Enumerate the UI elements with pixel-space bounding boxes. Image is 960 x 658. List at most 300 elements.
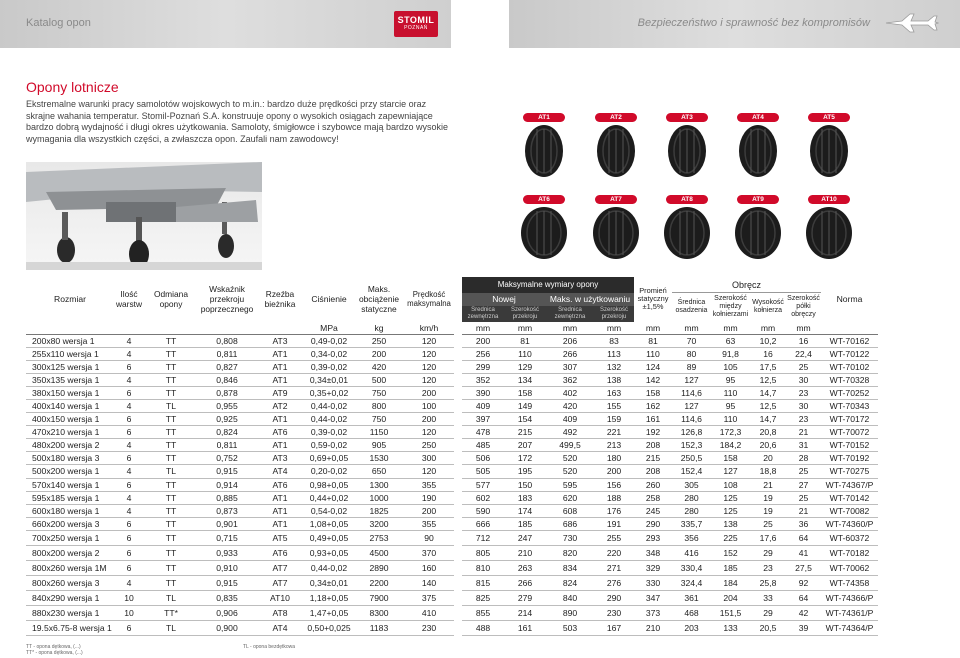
table-row	[26, 413, 878, 426]
table-cell: 834	[546, 560, 594, 575]
table-cell: 824	[546, 575, 594, 590]
size-cell: 480x200 wersja 2	[26, 439, 114, 452]
table-cell: 840	[546, 590, 594, 605]
table-cell: 185	[504, 517, 546, 530]
table-cell: 100	[404, 399, 454, 412]
table-cell: 347	[634, 590, 672, 605]
table-cell: 506	[462, 452, 504, 465]
table-cell: 0,39-0,02	[304, 426, 354, 439]
table-cell: 686	[546, 517, 594, 530]
new-outer-dia-header: Średnica zewnętrzna	[462, 306, 504, 322]
logo-text: STOMIL	[397, 15, 435, 25]
table-row	[26, 545, 878, 560]
table-cell: TT	[144, 426, 198, 439]
table-cell: 348	[634, 545, 672, 560]
table-cell: 230	[594, 605, 634, 620]
table-cell: 134	[504, 373, 546, 386]
table-cell: 19	[750, 504, 786, 517]
aircraft-tyre-spec-table	[26, 277, 878, 636]
table-cell: TT	[144, 452, 198, 465]
table-cell: 0,933	[198, 545, 256, 560]
table-cell: 352	[462, 373, 504, 386]
table-cell: TT	[144, 545, 198, 560]
table-cell: 256	[462, 347, 504, 360]
table-cell: 602	[462, 491, 504, 504]
table-cell: 200	[404, 386, 454, 399]
table-cell: 0,59-0,02	[304, 439, 354, 452]
table-cell: 90	[404, 530, 454, 545]
table-cell: 206	[546, 334, 594, 347]
table-cell: 468	[672, 605, 711, 620]
intro-text: Ekstremalne warunki pracy samolotów wojskowych to m.in.: bardzo duże prędkości przy starcie oraz skrajne wahania temperatur. Stomil-Poznań S.A. konstruuje opony o wysokich osiągach zapewniające bardzo dobrą wydajność i długi okres użytkowania. Samoloty, śmigłowce i szybowce mają bardzo wysokie wymagania dla wszystkich części, a zwłaszcza opon. Zaufali nam zawodowcy!	[26, 99, 449, 144]
table-cell: 213	[594, 439, 634, 452]
table-cell: WT-74364/P	[821, 620, 878, 635]
table-cell: 191	[594, 517, 634, 530]
unit-cell: mm	[786, 322, 821, 335]
tire-image	[591, 205, 641, 261]
table-cell: AT1	[256, 439, 304, 452]
table-cell: 120	[404, 373, 454, 386]
table-cell: 21	[786, 426, 821, 439]
aircraft-landing-gear-photo	[26, 162, 262, 270]
tire-image	[804, 205, 854, 261]
table-cell: 210	[504, 545, 546, 560]
col-flange-h-header: Wysokość kołnierza	[750, 293, 786, 322]
max-dims-header: Maksymalne wymiary opony	[462, 277, 634, 293]
table-cell: 18,8	[750, 465, 786, 478]
table-cell: AT1	[256, 491, 304, 504]
table-cell: 0,98+0,05	[304, 478, 354, 491]
table-cell: 362	[546, 373, 594, 386]
table-cell: 138	[711, 517, 750, 530]
table-cell: 280	[672, 491, 711, 504]
size-cell: 700x250 wersja 1	[26, 530, 114, 545]
table-cell: 0,925	[198, 413, 256, 426]
table-cell: 330	[634, 575, 672, 590]
table-cell: 31	[786, 439, 821, 452]
table-cell: 595	[546, 478, 594, 491]
col-pressure-header: Ciśnienie	[304, 277, 354, 322]
table-cell: 163	[594, 386, 634, 399]
table-cell: 174	[504, 504, 546, 517]
table-row	[26, 590, 878, 605]
table-row	[26, 386, 878, 399]
table-cell: 16	[750, 347, 786, 360]
table-cell: 805	[462, 545, 504, 560]
unit-cell: mm	[750, 322, 786, 335]
table-cell: 355	[404, 517, 454, 530]
table-cell: 127	[672, 373, 711, 386]
table-cell: 4	[114, 465, 144, 478]
table-cell: 110	[504, 347, 546, 360]
table-cell: 132	[594, 360, 634, 373]
table-cell: 255	[594, 530, 634, 545]
table-cell: TT	[144, 413, 198, 426]
table-cell: 158	[634, 386, 672, 399]
table-cell: 4	[114, 347, 144, 360]
table-cell: 488	[462, 620, 504, 635]
table-cell: AT3	[256, 334, 304, 347]
table-cell: 299	[462, 360, 504, 373]
left-header-bar	[0, 0, 451, 48]
table-cell: 2200	[354, 575, 404, 590]
slogan: Bezpieczeństwo i sprawność bez kompromisów	[637, 17, 870, 29]
units-row	[26, 322, 878, 335]
table-cell: 33	[750, 590, 786, 605]
size-cell: 350x135 wersja 1	[26, 373, 114, 386]
table-row	[26, 530, 878, 545]
table-cell: 95	[711, 399, 750, 412]
table-row	[26, 560, 878, 575]
table-cell: 0,93+0,05	[304, 545, 354, 560]
table-cell: WT-74367/P	[821, 478, 878, 491]
table-cell: 0,50+0,025	[304, 620, 354, 635]
table-cell: 23	[786, 386, 821, 399]
table-cell: 520	[546, 465, 594, 478]
table-cell: 27,5	[786, 560, 821, 575]
table-cell: 750	[354, 386, 404, 399]
table-cell: 125	[711, 504, 750, 517]
table-cell: 271	[594, 560, 634, 575]
table-cell: TT	[144, 347, 198, 360]
col-type-header: Odmiana opony	[144, 277, 198, 322]
table-cell: 6	[114, 386, 144, 399]
table-cell: 203	[672, 620, 711, 635]
table-cell: 245	[634, 504, 672, 517]
tire-image	[804, 123, 854, 179]
table-cell: 208	[634, 439, 672, 452]
table-cell: 29	[750, 605, 786, 620]
table-cell: WT-70182	[821, 545, 878, 560]
table-cell: TT	[144, 373, 198, 386]
table-cell: AT8	[256, 605, 304, 620]
table-cell: 200	[462, 334, 504, 347]
tread-pattern-label: AT1	[523, 113, 565, 122]
table-cell: WT-70062	[821, 560, 878, 575]
table-cell: 210	[634, 620, 672, 635]
table-cell: TT	[144, 560, 198, 575]
table-cell: 158	[504, 386, 546, 399]
table-cell: WT-70343	[821, 399, 878, 412]
size-cell: 500x180 wersja 3	[26, 452, 114, 465]
table-cell: 0,44-0,02	[304, 560, 354, 575]
table-row	[26, 517, 878, 530]
table-cell: WT-74366/P	[821, 590, 878, 605]
unit-cell: MPa	[304, 322, 354, 335]
col-ratio-header: Wskaźnik przekroju poprzecznego	[198, 277, 256, 322]
table-cell: 140	[404, 575, 454, 590]
table-cell: 23	[786, 413, 821, 426]
table-cell: TT	[144, 334, 198, 347]
col-load-header: Maks. obciążenie statyczne	[354, 277, 404, 322]
table-cell: 16	[786, 334, 821, 347]
table-cell: 25	[786, 491, 821, 504]
table-cell: 250	[354, 334, 404, 347]
table-cell: 305	[672, 478, 711, 491]
catalog-title: Katalog opon	[26, 17, 91, 29]
table-cell: 185	[711, 560, 750, 575]
table-cell: AT1	[256, 373, 304, 386]
table-cell: 25	[750, 517, 786, 530]
table-cell: 355	[404, 478, 454, 491]
table-cell: AT10	[256, 590, 304, 605]
table-cell: 129	[504, 360, 546, 373]
table-cell: 138	[594, 373, 634, 386]
table-cell: 0,910	[198, 560, 256, 575]
table-cell: 156	[594, 478, 634, 491]
table-cell: 200	[594, 465, 634, 478]
footnote-tl: TL - opona bezdętkowa	[243, 644, 296, 650]
table-cell: 230	[404, 620, 454, 635]
table-cell: 0,39-0,02	[304, 360, 354, 373]
table-cell: 420	[546, 399, 594, 412]
tread-pattern-label: AT3	[666, 113, 708, 122]
col-seat-dia-header: Średnica osadzenia	[672, 293, 711, 322]
table-cell: 276	[594, 575, 634, 590]
table-cell: WT-70142	[821, 491, 878, 504]
table-cell: 176	[594, 504, 634, 517]
table-cell: TL	[144, 399, 198, 412]
table-cell: 113	[594, 347, 634, 360]
table-row	[26, 575, 878, 590]
table-cell: 6	[114, 413, 144, 426]
table-cell: TT*	[144, 605, 198, 620]
table-cell: 905	[354, 439, 404, 452]
table-cell: 0,885	[198, 491, 256, 504]
size-cell: 200x80 wersja 1	[26, 334, 114, 347]
table-row	[26, 439, 878, 452]
table-cell: 172,3	[711, 426, 750, 439]
table-cell: 0,34-0,02	[304, 347, 354, 360]
table-cell: 0,906	[198, 605, 256, 620]
table-cell: WT-70328	[821, 373, 878, 386]
table-cell: 6	[114, 620, 144, 635]
unit-cell: mm	[634, 322, 672, 335]
table-cell: 161	[634, 413, 672, 426]
table-row	[26, 426, 878, 439]
table-cell: 64	[786, 590, 821, 605]
table-cell: 577	[462, 478, 504, 491]
table-cell: 89	[672, 360, 711, 373]
size-cell: 600x180 wersja 1	[26, 504, 114, 517]
table-cell: 80	[672, 347, 711, 360]
table-cell: AT4	[256, 620, 304, 635]
table-cell: TL	[144, 465, 198, 478]
table-cell: TT	[144, 360, 198, 373]
table-cell: 329	[634, 560, 672, 575]
table-cell: 200	[404, 413, 454, 426]
table-cell: 356	[672, 530, 711, 545]
table-cell: 0,955	[198, 399, 256, 412]
table-cell: 29	[750, 545, 786, 560]
table-cell: 815	[462, 575, 504, 590]
table-cell: 200	[354, 347, 404, 360]
table-cell: 6	[114, 478, 144, 491]
table-cell: AT1	[256, 347, 304, 360]
table-cell: 133	[711, 620, 750, 635]
table-cell: 120	[404, 465, 454, 478]
table-cell: 730	[546, 530, 594, 545]
table-cell: 142	[634, 373, 672, 386]
table-cell: 397	[462, 413, 504, 426]
table-cell: 247	[504, 530, 546, 545]
table-cell: 151,5	[711, 605, 750, 620]
unit-cell: mm	[672, 322, 711, 335]
table-cell: AT1	[256, 517, 304, 530]
table-cell: 250	[404, 439, 454, 452]
size-cell: 19.5x6.75-8 wersja 1	[26, 620, 114, 635]
table-cell: AT5	[256, 530, 304, 545]
table-cell: 750	[354, 413, 404, 426]
table-cell: 6	[114, 517, 144, 530]
used-outer-dia-header: Średnica zewnętrzna	[546, 306, 594, 322]
table-cell: 81	[634, 334, 672, 347]
table-cell: 64	[786, 530, 821, 545]
table-cell: 14,7	[750, 386, 786, 399]
table-cell: 335,7	[672, 517, 711, 530]
table-cell: 6	[114, 545, 144, 560]
tread-pattern-label: AT7	[595, 195, 637, 204]
table-cell: 127	[672, 399, 711, 412]
table-cell: 373	[634, 605, 672, 620]
table-cell: 810	[462, 560, 504, 575]
table-cell: 492	[546, 426, 594, 439]
table-cell: 485	[462, 439, 504, 452]
tire-image	[591, 123, 641, 179]
size-cell: 840x290 wersja 1	[26, 590, 114, 605]
col-speed-header: Prędkość maksymalna	[404, 277, 454, 322]
table-cell: 6	[114, 530, 144, 545]
size-cell: 500x200 wersja 1	[26, 465, 114, 478]
table-cell: 6	[114, 560, 144, 575]
table-cell: 0,34±0,01	[304, 373, 354, 386]
table-cell: 108	[711, 478, 750, 491]
table-cell: AT6	[256, 426, 304, 439]
table-cell: 2753	[354, 530, 404, 545]
table-cell: 0,49-0,02	[304, 334, 354, 347]
size-cell: 400x150 wersja 1	[26, 413, 114, 426]
table-cell: 0,54-0,02	[304, 504, 354, 517]
new-tyre-header: Nowej	[462, 293, 546, 306]
table-cell: 4	[114, 575, 144, 590]
table-cell: 19	[750, 491, 786, 504]
table-cell: AT6	[256, 478, 304, 491]
table-row	[26, 360, 878, 373]
table-cell: 520	[546, 452, 594, 465]
table-cell: 608	[546, 504, 594, 517]
table-cell: 70	[672, 334, 711, 347]
table-cell: AT2	[256, 399, 304, 412]
table-cell: 260	[634, 478, 672, 491]
table-cell: 6	[114, 360, 144, 373]
table-cell: 215	[634, 452, 672, 465]
table-cell: 0,811	[198, 439, 256, 452]
table-cell: WT-70252	[821, 386, 878, 399]
table-cell: 330,4	[672, 560, 711, 575]
table-cell: 190	[404, 491, 454, 504]
table-cell: 420	[354, 360, 404, 373]
table-cell: 120	[404, 347, 454, 360]
table-cell: 375	[404, 590, 454, 605]
table-cell: AT6	[256, 545, 304, 560]
table-cell: 81	[504, 334, 546, 347]
size-cell: 595x185 wersja 1	[26, 491, 114, 504]
tire-image	[519, 205, 569, 261]
table-cell: 410	[404, 605, 454, 620]
size-cell: 300x125 wersja 1	[26, 360, 114, 373]
size-cell: 660x200 wersja 3	[26, 517, 114, 530]
table-cell: 204	[711, 590, 750, 605]
unit-cell: mm	[594, 322, 634, 335]
table-cell: 0,873	[198, 504, 256, 517]
table-cell: 370	[404, 545, 454, 560]
tread-pattern-label: AT5	[808, 113, 850, 122]
table-cell: 1530	[354, 452, 404, 465]
table-cell: 290	[594, 590, 634, 605]
table-cell: 91,8	[711, 347, 750, 360]
table-cell: 10	[114, 590, 144, 605]
table-cell: 0,69+0,05	[304, 452, 354, 465]
used-section-w-header: Szerokość przekroju	[594, 306, 634, 322]
table-cell: AT1	[256, 360, 304, 373]
table-cell: 2890	[354, 560, 404, 575]
table-cell: 266	[504, 575, 546, 590]
table-cell: 155	[594, 399, 634, 412]
table-cell: WT-70172	[821, 413, 878, 426]
table-cell: TT	[144, 478, 198, 491]
tire-image	[733, 205, 783, 261]
table-cell: 152,4	[672, 465, 711, 478]
table-cell: AT1	[256, 504, 304, 517]
in-use-header: Maks. w użytkowaniu	[546, 293, 634, 306]
table-cell: 30	[786, 373, 821, 386]
table-cell: 159	[594, 413, 634, 426]
table-cell: 307	[546, 360, 594, 373]
table-cell: 279	[504, 590, 546, 605]
table-cell: 0,901	[198, 517, 256, 530]
table-cell: 27	[786, 478, 821, 491]
table-cell: 192	[634, 426, 672, 439]
logo-subtext: POZNAŃ	[404, 25, 428, 31]
table-cell: WT-60372	[821, 530, 878, 545]
table-cell: 41	[786, 545, 821, 560]
table-cell: 0,715	[198, 530, 256, 545]
table-cell: 36	[786, 517, 821, 530]
table-cell: 158	[711, 452, 750, 465]
table-cell: 207	[504, 439, 546, 452]
table-cell: 10,2	[750, 334, 786, 347]
table-cell: 183	[504, 491, 546, 504]
table-cell: 0,878	[198, 386, 256, 399]
table-cell: 25	[786, 360, 821, 373]
table-cell: 0,900	[198, 620, 256, 635]
table-cell: WT-70192	[821, 452, 878, 465]
table-cell: 63	[711, 334, 750, 347]
table-cell: 126,8	[672, 426, 711, 439]
table-cell: 0,49+0,05	[304, 530, 354, 545]
table-cell: 6	[114, 426, 144, 439]
tire-image	[519, 123, 569, 179]
table-cell: 20	[750, 452, 786, 465]
table-cell: 200	[404, 504, 454, 517]
table-cell: 0,827	[198, 360, 256, 373]
table-cell: 4	[114, 373, 144, 386]
table-cell: 855	[462, 605, 504, 620]
table-cell: 20,8	[750, 426, 786, 439]
table-cell: 825	[462, 590, 504, 605]
size-cell: 800x260 wersja 1M	[26, 560, 114, 575]
table-cell: 120	[404, 426, 454, 439]
